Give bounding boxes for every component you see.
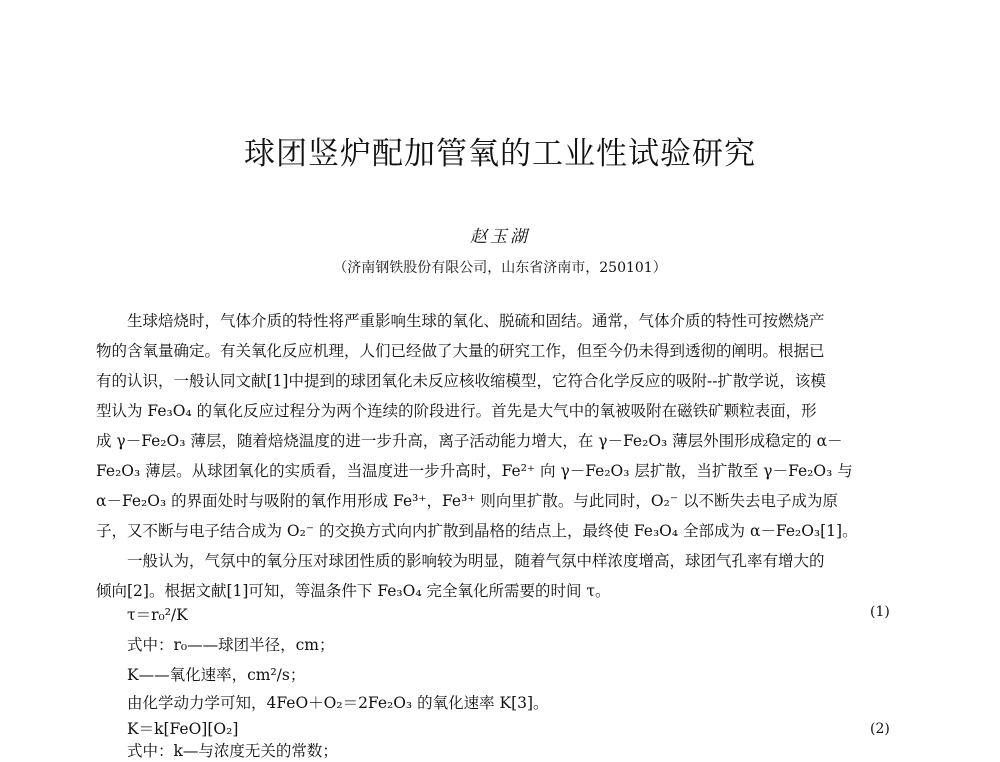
body-line: 物的含氧量确定。有关氧化反应机理，人们已经做了大量的研究工作，但至今仍未得到透彻的阐明。根据已 bbox=[96, 342, 825, 360]
body-line: 倾向[2]。根据文献[1]可知，等温条件下 Fe₃O₄ 完全氧化所需要的时间 τ。 bbox=[96, 582, 611, 600]
body-line: 子，又不断与电子结合成为 O₂⁻ 的交换方式向内扩散到晶格的结点上，最终使 Fe₃O₄ 全部成为 α－Fe₂O₃[1]。 bbox=[96, 522, 858, 540]
author-affiliation: （济南钢铁股份有限公司，山东省济南市，250101） bbox=[333, 260, 667, 276]
equation-number: (1) bbox=[870, 604, 890, 620]
paper-title: 球团竖炉配加管氧的工业性试验研究 bbox=[244, 136, 756, 172]
body-line: 由化学动力学可知，4FeO＋O₂＝2Fe₂O₃ 的氧化速率 K[3]。 bbox=[96, 694, 549, 712]
body-line: 一般认为，气氛中的氧分压对球团性质的影响较为明显，随着气氛中样浓度增高，球团气孔率有增大的 bbox=[96, 552, 825, 570]
body-line: 有的认识，一般认同文献[1]中提到的球团氧化未反应核收缩模型，它符合化学反应的吸附--扩散学说，该模 bbox=[96, 372, 826, 390]
body-line: 成 γ－Fe₂O₃ 薄层，随着焙烧温度的进一步升高，离子活动能力增大，在 γ－Fe₂O₃ 薄层外围形成稳定的 α－ bbox=[96, 432, 843, 450]
body-line: K——氧化速率，cm²/s； bbox=[96, 666, 306, 684]
author-name: 赵玉湖 bbox=[470, 227, 530, 247]
body-line: 式中：r₀——球团半径，cm； bbox=[96, 636, 335, 654]
equation-number: (2) bbox=[870, 721, 890, 737]
body-line: 生球焙烧时，气体介质的特性将严重影响生球的氧化、脱硫和固结。通常，气体介质的特性可按燃烧产 bbox=[96, 312, 825, 330]
equation-line: τ＝r₀²/K bbox=[96, 606, 188, 624]
equation-line: K＝k[FeO][O₂] bbox=[96, 720, 239, 738]
body-line: α－Fe₂O₃ 的界面处时与吸附的氧作用形成 Fe³⁺，Fe³⁺ 则向里扩散。与此同时，O₂⁻ 以不断失去电子成为原 bbox=[96, 492, 838, 510]
body-line: 式中：k—与浓度无关的常数； bbox=[96, 742, 338, 760]
body-line: 型认为 Fe₃O₄ 的氧化反应过程分为两个连续的阶段进行。首先是大气中的氧被吸附在磁铁矿颗粒表面，形 bbox=[96, 402, 817, 420]
body-line: Fe₂O₃ 薄层。从球团氧化的实质看，当温度进一步升高时，Fe²⁺ 向 γ－Fe₂O₃ 层扩散，当扩散至 γ－Fe₂O₃ 与 bbox=[96, 462, 853, 480]
